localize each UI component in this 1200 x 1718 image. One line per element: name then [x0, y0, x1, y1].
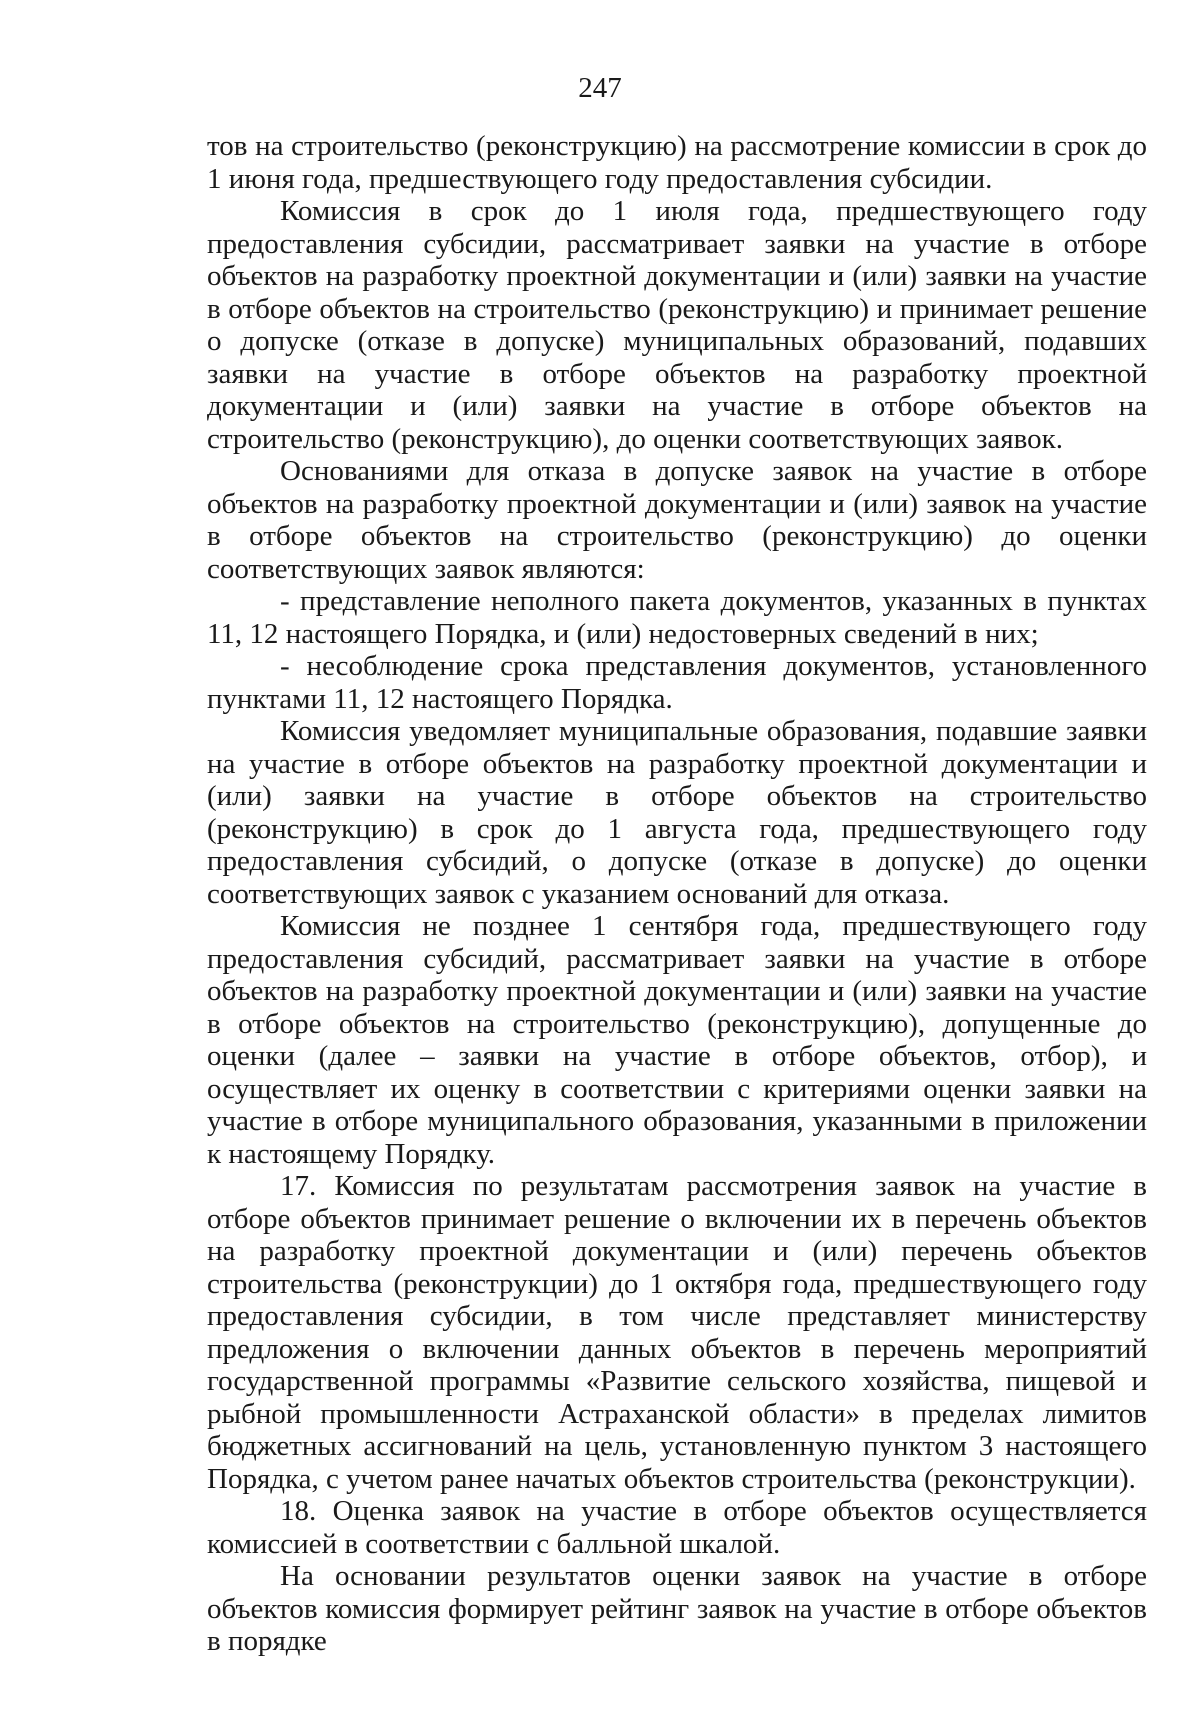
- list-item-1: - представление неполного пакета документов, указанных в пунктах 11, 12 настоящего Порядка, и (или) недостоверных сведений в них;: [207, 585, 1147, 650]
- paragraph-5: Комиссия не позднее 1 сентября года, предшествующего году предоставления субсидий, рассматривает заявки на участие в отборе объектов на разработку проектной документации и (или) заявки на участие в отборе объектов на строительство (реконструкцию), допущенные до оценки (далее – заявки на участие в отборе объектов, отбор), и осуществляет их оценку в соответствии с критериями оценки заявки на участие в отборе муниципального образования, указанными в приложении к настоящему Порядку.: [207, 910, 1147, 1170]
- list-item-2: - несоблюдение срока представления документов, установленного пунктами 11, 12 настоящего Порядка.: [207, 650, 1147, 715]
- paragraph-17: 17. Комиссия по результатам рассмотрения заявок на участие в отборе объектов принимает решение о включении их в перечень объектов на разработку проектной документации и (или) перечень объектов строительства (реконструкции) до 1 октября года, предшествующего году предоставления субсидии, в том числе представляет министерству предложения о включении данных объектов в перечень мероприятий государственной программы «Развитие сельского хозяйства, пищевой и рыбной промышленности Астраханской области» в пределах лимитов бюджетных ассигнований на цель, установленную пунктом 3 настоящего Порядка, с учетом ранее начатых объектов строительства (реконструкции).: [207, 1170, 1147, 1495]
- paragraph-4: Комиссия уведомляет муниципальные образования, подавшие заявки на участие в отборе объектов на разработку проектной документации и (или) заявки на участие в отборе объектов на строительство (реконструкцию) в срок до 1 августа года, предшествующего году предоставления субсидий, о допуске (отказе в допуске) до оценки соответствующих заявок с указанием оснований для отказа.: [207, 715, 1147, 910]
- paragraph-3: Основаниями для отказа в допуске заявок на участие в отборе объектов на разработку проектной документации и (или) заявок на участие в отборе объектов на строительство (реконструкцию) до оценки соответствующих заявок являются:: [207, 455, 1147, 585]
- page-number: 247: [578, 72, 622, 104]
- paragraph-1: тов на строительство (реконструкцию) на рассмотрение комиссии в срок до 1 июня года, предшествующего году предоставления субсидии.: [207, 130, 1147, 195]
- paragraph-2: Комиссия в срок до 1 июля года, предшествующего году предоставления субсидии, рассматривает заявки на участие в отборе объектов на разработку проектной документации и (или) заявки на участие в отборе объектов на строительство (реконструкцию) и принимает решение о допуске (отказе в допуске) муниципальных образований, подавших заявки на участие в отборе объектов на разработку проектной документации и (или) заявки на участие в отборе объектов на строительство (реконструкцию), до оценки соответствующих заявок.: [207, 195, 1147, 455]
- paragraph-18: 18. Оценка заявок на участие в отборе объектов осуществляется комиссией в соответствии с балльной шкалой.: [207, 1495, 1147, 1560]
- paragraph-last: На основании результатов оценки заявок на участие в отборе объектов комиссия формирует рейтинг заявок на участие в отборе объектов в порядке: [207, 1560, 1147, 1657]
- document-body: [207, 130, 1147, 1658]
